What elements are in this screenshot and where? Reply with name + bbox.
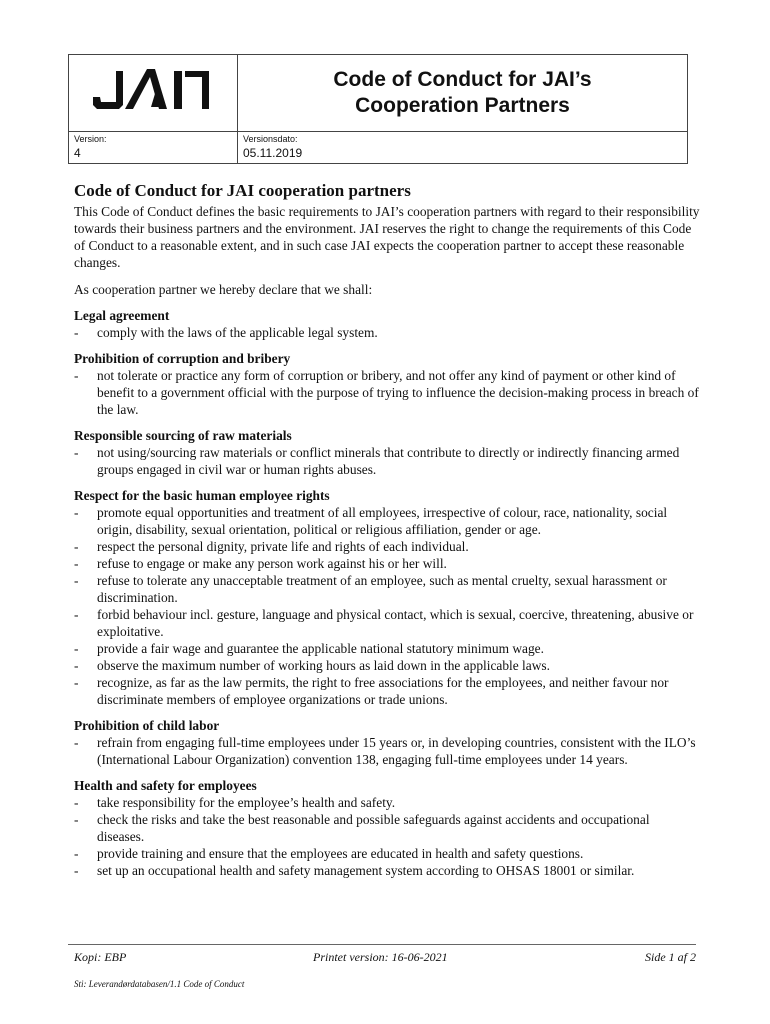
version-row [69, 131, 687, 164]
list-item: - provide training and ensure that the employees are educated in health and safety questions. [74, 845, 700, 862]
section-title: Prohibition of corruption and bribery [74, 351, 291, 366]
document-header [68, 54, 688, 164]
footer-page-number: Side 1 af 2 [645, 950, 696, 964]
footer-copy: Kopi: EBP [74, 950, 127, 964]
list-item: - refuse to tolerate any unacceptable treatment of an employee, such as mental cruelty, sexual harassment or discrimination. [74, 572, 700, 606]
section-title: Responsible sourcing of raw materials [74, 428, 292, 443]
document-body [74, 180, 700, 879]
footer-printed-version: Printet version: 16-06-2021 [313, 950, 448, 964]
list-item: - forbid behaviour incl. gesture, language and physical contact, which is sexual, coercive, threatening, abusive or exploitative. [74, 606, 700, 640]
section-title: Legal agreement [74, 308, 170, 323]
list-item: - promote equal opportunities and treatment of all employees, irrespective of colour, race, nationality, social origin, disability, sexual orientation, political or religious affiliation, gender or age. [74, 504, 700, 538]
list-item: - take responsibility for the employee’s health and safety. [74, 794, 700, 811]
section [74, 307, 700, 341]
version-date-label: Versionsdato: [243, 134, 298, 144]
list-item: - provide a fair wage and guarantee the applicable national statutory minimum wage. [74, 640, 700, 657]
section-list [74, 734, 700, 768]
section-title: Respect for the basic human employee rights [74, 488, 330, 503]
declaration-paragraph: As cooperation partner we hereby declare that we shall: [74, 282, 373, 297]
list-item: - set up an occupational health and safety management system according to OHSAS 18001 or similar. [74, 862, 700, 879]
section-title: Health and safety for employees [74, 778, 257, 793]
intro-paragraph: This Code of Conduct defines the basic requirements to JAI’s cooperation partners with regard to their responsibility towards their business partners and the environment. JAI reserves the right to change the requirements of this Code of Conduct to a reasonable extent, and in such case JAI expects the cooperation partner to accept these reasonable changes. [74, 204, 700, 270]
section [74, 717, 700, 768]
list-item: - recognize, as far as the law permits, the right to free associations for the employees, and neither favour nor discriminate members of employee organizations or trade unions. [74, 674, 700, 708]
section-list [74, 794, 700, 879]
footer-file-path: Sti: Leverandørdatabasen/1.1 Code of Conduct [74, 979, 245, 989]
section [74, 487, 700, 708]
title-line-1: Code of Conduct for JAI’s [333, 68, 592, 91]
document-title [238, 55, 687, 131]
sections-container [74, 307, 700, 879]
section [74, 350, 700, 418]
version-label: Version: [74, 134, 107, 144]
title-line-2: Cooperation Partners [355, 94, 570, 117]
list-item: - respect the personal dignity, private life and rights of each individual. [74, 538, 700, 555]
version-cell [69, 132, 238, 164]
section-list [74, 504, 700, 708]
list-item: - refuse to engage or make any person work against his or her will. [74, 555, 700, 572]
section-list [74, 367, 700, 418]
section [74, 777, 700, 879]
list-item: - not using/sourcing raw materials or conflict minerals that contribute to directly or indirectly financing armed groups engaged in civil war or human rights abuses. [74, 444, 700, 478]
list-item: - observe the maximum number of working hours as laid down in the applicable laws. [74, 657, 700, 674]
section-list [74, 444, 700, 478]
list-item: - comply with the laws of the applicable legal system. [74, 324, 700, 341]
section-list [74, 324, 700, 341]
list-item: - not tolerate or practice any form of corruption or bribery, and not offer any kind of payment or other kind of benefit to a government official with the purpose of trying to influence the decision-making process in breach of the law. [74, 367, 700, 418]
list-item: - refrain from engaging full-time employees under 15 years or, in developing countries, consistent with the ILO’s (International Labour Organization) convention 138, engaging full-time employees under 14 years. [74, 734, 700, 768]
version-value: 4 [74, 146, 81, 160]
document-heading: Code of Conduct for JAI cooperation partners [74, 181, 411, 200]
list-item: - check the risks and take the best reasonable and possible safeguards against accidents and occupational diseases. [74, 811, 700, 845]
section-title: Prohibition of child labor [74, 718, 220, 733]
version-date-cell [238, 132, 687, 164]
section [74, 427, 700, 478]
footer-divider [68, 944, 696, 945]
jai-logo [69, 55, 238, 131]
logo-cell [69, 55, 238, 131]
version-date-value: 05.11.2019 [243, 146, 303, 160]
